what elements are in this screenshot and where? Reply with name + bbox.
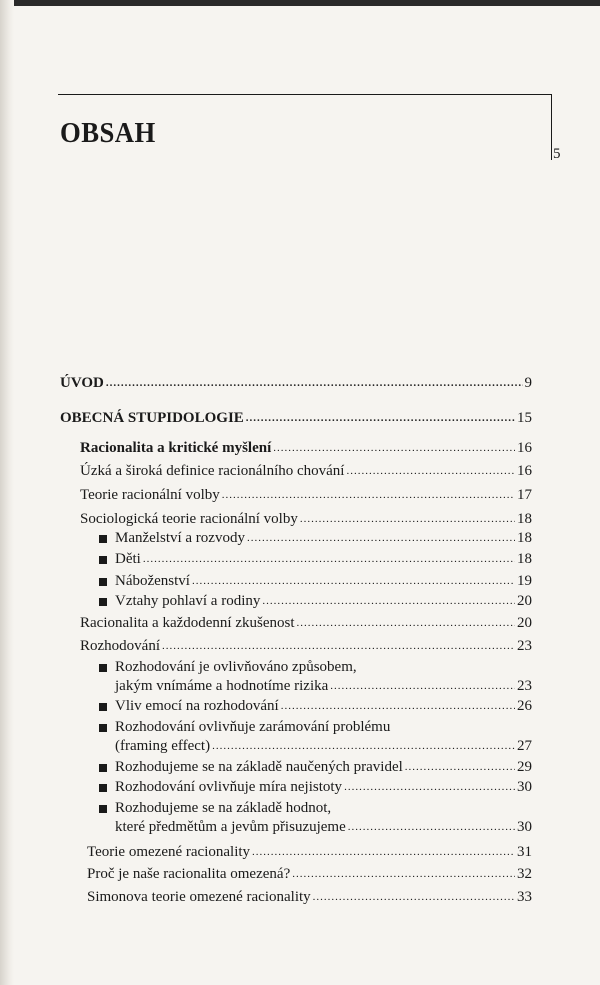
toc-entry[interactable] [115, 592, 532, 610]
toc-entry-title: Děti [115, 551, 141, 567]
toc-entry-title: Proč je naše racionalita omezená? [87, 866, 291, 882]
toc-entry-page: 20 [517, 615, 532, 631]
toc-entry-title: Rozhodování je ovlivňováno způsobem, [115, 659, 357, 675]
toc-entry[interactable] [115, 550, 532, 568]
toc-entry-title: Sociologická teorie racionální volby [80, 511, 298, 527]
leader-dots [292, 869, 515, 880]
leader-dots [297, 618, 515, 629]
toc-entry[interactable] [87, 865, 532, 883]
toc-entry[interactable] [80, 510, 532, 528]
toc-entry-title: Rozhodování [80, 638, 160, 654]
toc-entry-page: 23 [517, 638, 532, 654]
toc-entry[interactable] [115, 529, 532, 547]
toc-entry[interactable] [80, 439, 532, 457]
toc-entry[interactable] [115, 758, 532, 776]
toc-entry[interactable] [115, 818, 532, 836]
leader-dots [348, 822, 515, 833]
toc-entry-title: Racionalita a každodenní zkušenost [80, 615, 295, 631]
leader-dots [405, 762, 515, 773]
toc-entry-uvod[interactable] [60, 374, 532, 392]
leader-dots [273, 443, 515, 454]
bullet-square-icon [99, 724, 107, 732]
toc-entry-title: Simonova teorie omezené racionality [87, 889, 311, 905]
leader-dots [246, 413, 515, 424]
leader-dots [106, 378, 523, 389]
page-number: 5 [553, 146, 561, 162]
toc-entry-title: Vliv emocí na rozhodování [115, 698, 279, 714]
bullet-square-icon [99, 556, 107, 564]
toc-entry[interactable] [80, 614, 532, 632]
leader-dots [313, 892, 515, 903]
toc-entry-title: Rozhodování ovlivňuje míra nejistoty [115, 779, 343, 795]
bullet-square-icon [99, 764, 107, 772]
toc-entry[interactable] [115, 572, 532, 590]
toc-entry-title: OBECNÁ STUPIDOLOGIE [60, 410, 244, 426]
bullet-square-icon [99, 805, 107, 813]
toc-entry-title-continued: (framing effect) [115, 738, 211, 754]
toc-entry-title: Vztahy pohlaví a rodiny [115, 593, 261, 609]
toc-entry-page: 16 [517, 463, 532, 479]
toc-entry-title: Úzká a široká definice racionálního chování [80, 463, 345, 479]
toc-entry-page: 27 [517, 738, 532, 754]
toc-entry-title: Teorie racionální volby [80, 487, 220, 503]
toc-entry-obecna-stupidologie[interactable] [60, 409, 532, 427]
toc-entry-title: Teorie omezené racionality [87, 844, 251, 860]
leader-dots [262, 596, 515, 607]
toc-entry-page: 30 [517, 819, 532, 835]
leader-dots [344, 782, 515, 793]
page-title: OBSAH [60, 117, 156, 149]
toc-entry-title: Náboženství [115, 573, 190, 589]
toc-entry[interactable] [80, 462, 532, 480]
toc-entry-title: Rozhodujeme se na základě naučených pravidel [115, 759, 403, 775]
leader-dots [247, 533, 515, 544]
toc-entry-title-continued: které předmětům a jevům přisuzujeme [115, 819, 346, 835]
toc-entry-page: 29 [517, 759, 532, 775]
leader-dots [330, 681, 515, 692]
leader-dots [212, 741, 515, 752]
toc-entry[interactable] [87, 888, 532, 906]
toc-entry-title: Rozhodování ovlivňuje zarámování problému [115, 719, 391, 735]
toc-entry-title-continued: jakým vnímáme a hodnotíme rizika [115, 678, 329, 694]
toc-entry-title: ÚVOD [60, 375, 104, 391]
toc-entry[interactable] [115, 778, 532, 796]
bullet-square-icon [99, 664, 107, 672]
toc-entry-page: 30 [517, 779, 532, 795]
toc-entry-page: 33 [517, 889, 532, 905]
toc-entry-page: 17 [517, 487, 532, 503]
bullet-square-icon [99, 535, 107, 543]
leader-dots [143, 554, 515, 565]
toc-entry-page: 16 [517, 440, 532, 456]
bullet-square-icon [99, 703, 107, 711]
leader-dots [162, 641, 515, 652]
leader-dots [192, 576, 515, 587]
toc-entry[interactable] [80, 486, 532, 504]
leader-dots [252, 847, 515, 858]
toc-entry-page: 18 [517, 551, 532, 567]
toc-entry-page: 20 [517, 593, 532, 609]
toc-entry[interactable] [115, 737, 532, 755]
toc-entry-title: Manželství a rozvody [115, 530, 245, 546]
toc-entry-page: 26 [517, 698, 532, 714]
leader-dots [346, 466, 515, 477]
toc-entry-page: 32 [517, 866, 532, 882]
toc-entry[interactable] [115, 697, 532, 715]
toc-entry-page: 19 [517, 573, 532, 589]
toc-entry-page: 15 [517, 410, 532, 426]
bullet-square-icon [99, 598, 107, 606]
toc-entry-page: 18 [517, 530, 532, 546]
toc-entry-page: 31 [517, 844, 532, 860]
bullet-square-icon [99, 578, 107, 586]
leader-dots [300, 514, 515, 525]
leader-dots [222, 490, 515, 501]
toc-entry[interactable] [115, 677, 532, 695]
toc-entry-title: Rozhodujeme se na základě hodnot, [115, 800, 332, 816]
bullet-square-icon [99, 784, 107, 792]
toc-entry-page: 9 [524, 375, 532, 391]
toc-entry-title: Racionalita a kritické myšlení [80, 440, 272, 456]
toc-entry[interactable] [87, 843, 532, 861]
leader-dots [281, 701, 515, 712]
toc-entry-page: 18 [517, 511, 532, 527]
toc-entry-page: 23 [517, 678, 532, 694]
toc-entry[interactable] [80, 637, 532, 655]
